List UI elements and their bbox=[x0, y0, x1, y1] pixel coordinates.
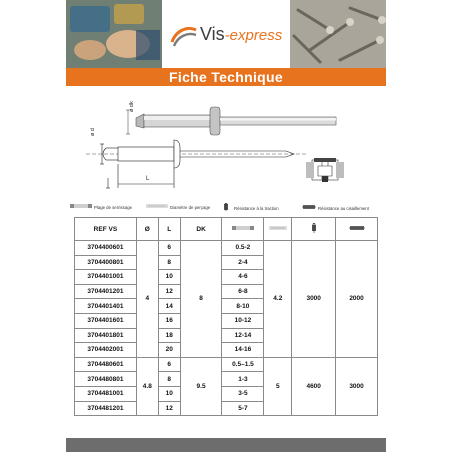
cell-dk: 8 bbox=[180, 241, 222, 358]
cell-shear: 3000 bbox=[336, 357, 378, 415]
cell-drill: 5 bbox=[264, 357, 292, 415]
rivet-top-view bbox=[90, 101, 336, 136]
cell-grip: 0.5–1.5 bbox=[222, 357, 264, 372]
cell-ref: 3704480601 bbox=[75, 357, 137, 372]
cell-length: 12 bbox=[158, 401, 180, 416]
table-row bbox=[75, 241, 378, 256]
grip-range-icon bbox=[70, 203, 92, 213]
cell-length: 8 bbox=[158, 255, 180, 270]
cell-grip: 2-4 bbox=[222, 255, 264, 270]
cell-ref: 3704401801 bbox=[75, 328, 137, 343]
header-photo-screws bbox=[290, 0, 386, 68]
page-title: Fiche Technique bbox=[66, 68, 386, 86]
cell-grip: 5-7 bbox=[222, 401, 264, 416]
cell-shear: 2000 bbox=[336, 241, 378, 358]
header-grip-icon bbox=[222, 218, 264, 241]
cell-grip: 12-14 bbox=[222, 328, 264, 343]
header-ref: REF VS bbox=[75, 218, 137, 241]
cell-grip: 10-12 bbox=[222, 313, 264, 328]
rivet-drawing bbox=[66, 96, 386, 200]
legend-drill-diameter bbox=[146, 203, 210, 213]
drill-diameter-icon bbox=[146, 203, 168, 213]
cell-length: 10 bbox=[158, 386, 180, 401]
legend-grip-label: Plage de serrissage bbox=[94, 205, 132, 211]
header-length: L bbox=[158, 218, 180, 241]
brand-logo bbox=[170, 20, 282, 50]
header-tensile-icon bbox=[292, 218, 336, 241]
cell-ref: 3704481001 bbox=[75, 386, 137, 401]
header-photo-tools bbox=[66, 0, 162, 68]
cell-grip: 4-6 bbox=[222, 270, 264, 285]
rivet-installed-detail-icon bbox=[306, 158, 344, 182]
legend-shear bbox=[302, 203, 369, 215]
spec-table bbox=[74, 217, 378, 416]
header-shear-icon bbox=[336, 218, 378, 241]
cell-ref: 3704400601 bbox=[75, 241, 137, 256]
cell-length: 18 bbox=[158, 328, 180, 343]
l-label: L bbox=[146, 176, 150, 182]
table-row bbox=[75, 357, 378, 372]
footer-band bbox=[66, 438, 386, 452]
cell-length: 6 bbox=[158, 357, 180, 372]
cell-tensile: 4600 bbox=[292, 357, 336, 415]
symbol-legend bbox=[70, 203, 386, 213]
cell-length: 10 bbox=[158, 270, 180, 285]
legend-grip-range bbox=[70, 203, 132, 213]
cell-grip: 3-5 bbox=[222, 386, 264, 401]
cell-length: 6 bbox=[158, 241, 180, 256]
rivet-section-view bbox=[86, 140, 306, 188]
cell-ref: 3704401001 bbox=[75, 270, 137, 285]
cell-ref: 3704401201 bbox=[75, 284, 137, 299]
cell-ref: 3704402001 bbox=[75, 343, 137, 358]
cell-tensile: 3000 bbox=[292, 241, 336, 358]
cell-drill: 4.2 bbox=[264, 241, 292, 358]
cell-ref: 3704401601 bbox=[75, 313, 137, 328]
legend-tensile bbox=[220, 203, 279, 215]
cell-grip: 14-16 bbox=[222, 343, 264, 358]
cell-grip: 6-8 bbox=[222, 284, 264, 299]
brand-name bbox=[200, 24, 282, 45]
cell-grip: 8-10 bbox=[222, 299, 264, 314]
legend-drill-label: Diamètre de perçage bbox=[170, 205, 211, 211]
logo-swoosh-icon bbox=[170, 22, 198, 48]
cell-length: 14 bbox=[158, 299, 180, 314]
cell-length: 16 bbox=[158, 313, 180, 328]
shear-strength-icon bbox=[302, 203, 316, 215]
header-drill-icon bbox=[264, 218, 292, 241]
cell-ref: 3704481201 bbox=[75, 401, 137, 416]
cell-dk: 9.5 bbox=[180, 357, 222, 415]
cell-grip: 1-3 bbox=[222, 372, 264, 387]
cell-diameter: 4.8 bbox=[136, 357, 158, 415]
cell-length: 12 bbox=[158, 284, 180, 299]
table-header-row bbox=[75, 218, 378, 241]
legend-tensile-label: Résistance à la traction bbox=[234, 206, 279, 212]
cell-ref: 3704400801 bbox=[75, 255, 137, 270]
cell-diameter: 4 bbox=[136, 241, 158, 358]
header-dk: DK bbox=[180, 218, 222, 241]
cell-length: 8 bbox=[158, 372, 180, 387]
technical-sheet bbox=[66, 0, 386, 452]
cell-length: 20 bbox=[158, 343, 180, 358]
tensile-strength-icon bbox=[220, 203, 232, 215]
legend-shear-label: Résistance au cisaillement bbox=[318, 206, 369, 212]
cell-ref: 3704401401 bbox=[75, 299, 137, 314]
d-label: ø d bbox=[90, 128, 96, 136]
cell-grip: 0.5-2 bbox=[222, 241, 264, 256]
cell-ref: 3704480801 bbox=[75, 372, 137, 387]
brand-main: Vis bbox=[200, 24, 225, 44]
dk-label: ø dk bbox=[129, 101, 135, 112]
brand-accent: -express bbox=[224, 27, 283, 44]
header-diameter: Ø bbox=[136, 218, 158, 241]
